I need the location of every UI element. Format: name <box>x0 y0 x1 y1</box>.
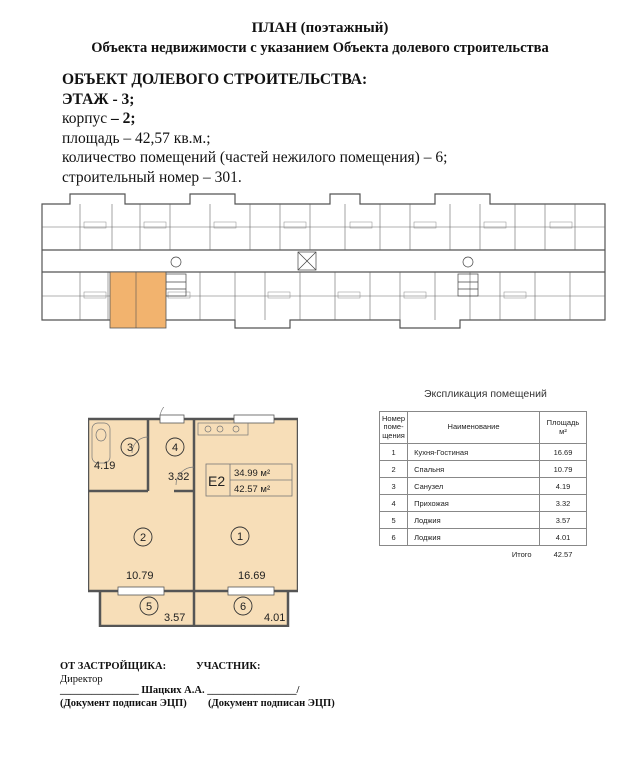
room-1-area: 16.69 <box>238 570 266 582</box>
developer-note: (Документ подписан ЭЦП) <box>60 698 187 709</box>
participant-signature-line: _________________/ <box>207 685 300 696</box>
developer-label: ОТ ЗАСТРОЙЩИКА: <box>60 661 167 672</box>
col-name-header: Наименование <box>408 412 540 444</box>
room-3-number: 3 <box>126 442 134 454</box>
rooms-line: количество помещений (частей нежилого помещения) – 6; <box>62 149 448 166</box>
developer-block <box>60 660 166 686</box>
developer-name: Шацких А.А. <box>141 685 205 696</box>
number-line: строительный номер – 301. <box>62 168 242 186</box>
document-subtitle: Объекта недвижимости с указанием Объекта долевого строительства <box>91 40 549 56</box>
table-row: 6 Лоджия 4.01 <box>380 529 587 546</box>
room-6-area: 4.01 <box>264 612 286 624</box>
highlighted-unit <box>110 272 166 328</box>
room-2-number: 2 <box>139 532 147 544</box>
table-row: 5 Лоджия 3.57 <box>380 512 587 529</box>
table-row: 4 Прихожая 3.32 <box>380 495 587 512</box>
living-area: 34.99 м² <box>234 468 271 479</box>
document-title: ПЛАН (поэтажный) <box>251 20 389 36</box>
explication-title: Экспликация помещений <box>424 388 547 400</box>
floor-line: ЭТАЖ - 3; <box>62 90 135 108</box>
table-row: 3 Санузел 4.19 <box>380 478 587 495</box>
object-heading: ОБЪЕКТ ДОЛЕВОГО СТРОИТЕЛЬСТВА: <box>62 71 368 88</box>
room-1-number: 1 <box>236 531 244 543</box>
room-3-area: 4.19 <box>94 460 116 472</box>
total-area: 42.57 м² <box>234 484 271 495</box>
explication-header <box>380 412 587 444</box>
explication-table <box>379 411 587 562</box>
director-label: Директор <box>60 674 103 685</box>
total-value: 42.57 <box>553 549 573 559</box>
signature-lines <box>60 684 299 697</box>
building-label: корпус <box>62 110 108 127</box>
col-number-header: Номер поме- щения <box>380 412 408 444</box>
floor-plan <box>40 192 608 332</box>
total-label: Итого <box>511 549 532 559</box>
developer-signature-line: _______________ <box>60 685 139 696</box>
unit-plan <box>88 407 298 627</box>
participant-label: УЧАСТНИК: <box>196 661 261 672</box>
building-line <box>62 109 447 129</box>
room-2-area: 10.79 <box>126 570 154 582</box>
building-value: – 2; <box>111 110 136 127</box>
object-info <box>62 70 447 187</box>
area-line: площадь – 42,57 кв.м.; <box>62 129 211 147</box>
room-4-area: 3.32 <box>168 471 190 483</box>
table-row: 1 Кухня-Гостиная 16.69 <box>380 444 587 461</box>
table-row: 2 Спальня 10.79 <box>380 461 587 478</box>
room-4-number: 4 <box>171 442 179 454</box>
room-5-number: 5 <box>145 601 153 613</box>
unit-code: E2 <box>208 473 226 489</box>
participant-note: (Документ подписан ЭЦП) <box>208 698 335 709</box>
room-5-area: 3.57 <box>164 612 186 624</box>
room-6-number: 6 <box>239 601 247 613</box>
col-area-header: Площадь м² <box>540 412 587 444</box>
total-row <box>380 546 587 563</box>
